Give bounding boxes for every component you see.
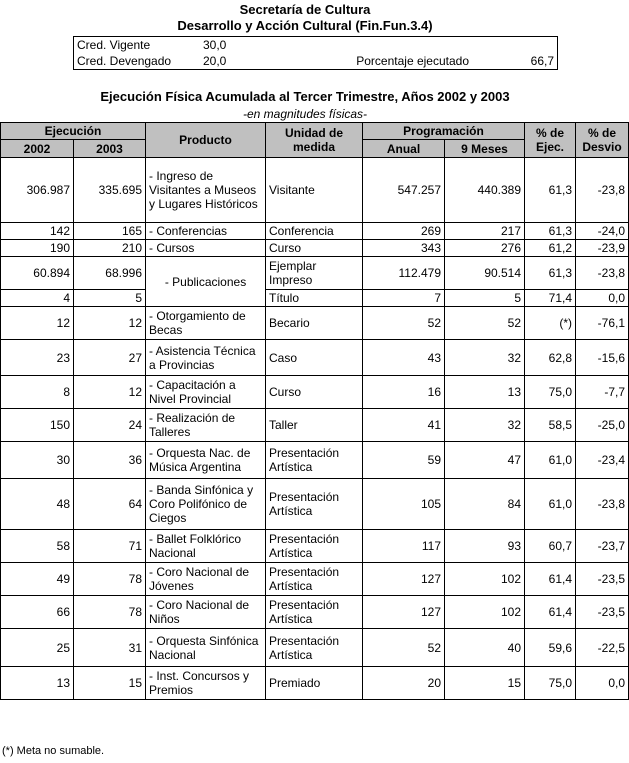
cell-pct-desvio: -24,0 <box>576 223 629 240</box>
cell-producto: - Cursos <box>146 240 266 257</box>
cell-anual: 41 <box>363 409 445 442</box>
cell-2003: 64 <box>74 479 146 530</box>
cell-unidad: Presentación Artística <box>266 442 363 479</box>
cell-unidad: Presentación Artística <box>266 479 363 530</box>
cell-9-meses: 102 <box>445 596 525 629</box>
cell-pct-ejec: 61,3 <box>525 223 576 240</box>
cred-devengado-label: Cred. Devengado <box>77 54 172 68</box>
cell-unidad: Becario <box>266 307 363 340</box>
cell-9-meses: 102 <box>445 563 525 596</box>
cell-producto: - Capacitación a Nivel Provincial <box>146 376 266 409</box>
cell-anual: 112.479 <box>363 257 445 290</box>
cell-2002: 13 <box>1 667 74 700</box>
cell-anual: 16 <box>363 376 445 409</box>
cell-9-meses: 40 <box>445 629 525 667</box>
cell-2002: 49 <box>1 563 74 596</box>
execution-table <box>0 122 629 700</box>
table-row <box>1 409 629 442</box>
cell-pct-ejec: 61,0 <box>525 442 576 479</box>
cell-unidad: Caso <box>266 340 363 376</box>
cell-anual: 547.257 <box>363 158 445 223</box>
cell-2003: 12 <box>74 376 146 409</box>
cell-pct-desvio: -7,7 <box>576 376 629 409</box>
cell-2003: 78 <box>74 596 146 629</box>
cell-pct-ejec: 58,5 <box>525 409 576 442</box>
cell-producto: - Ballet Folklórico Nacional <box>146 530 266 563</box>
cell-unidad: Presentación Artística <box>266 596 363 629</box>
porcentaje-value: 66,7 <box>530 54 554 68</box>
cell-pct-desvio: -23,8 <box>576 158 629 223</box>
cell-9-meses: 32 <box>445 409 525 442</box>
cell-9-meses: 5 <box>445 290 525 307</box>
cell-pct-desvio: -23,8 <box>576 479 629 530</box>
cell-pct-ejec: 61,2 <box>525 240 576 257</box>
cell-unidad: Ejemplar Impreso <box>266 257 363 290</box>
cell-2003: 335.695 <box>74 158 146 223</box>
cell-anual: 343 <box>363 240 445 257</box>
table-row <box>1 290 629 307</box>
cell-unidad: Curso <box>266 376 363 409</box>
cell-2003: 68.996 <box>74 257 146 290</box>
cell-producto: - Inst. Concursos y Premios <box>146 667 266 700</box>
cell-anual: 20 <box>363 667 445 700</box>
cell-pct-ejec: 75,0 <box>525 667 576 700</box>
table-title: Ejecución Física Acumulada al Tercer Trimestre, Años 2002 y 2003 <box>100 89 510 104</box>
table-row <box>1 442 629 479</box>
cell-pct-desvio: -76,1 <box>576 307 629 340</box>
cell-unidad: Taller <box>266 409 363 442</box>
table-row <box>1 307 629 340</box>
header-pct-desvio: % de Desvio <box>576 123 629 158</box>
cell-2002: 12 <box>1 307 74 340</box>
cell-2002: 30 <box>1 442 74 479</box>
heading-programa: Desarrollo y Acción Cultural (Fin.Fun.3.4) <box>177 18 433 33</box>
table-row <box>1 376 629 409</box>
cell-unidad: Presentación Artística <box>266 563 363 596</box>
table-subtitle: -en magnitudes físicas- <box>242 107 368 121</box>
credit-summary-table <box>73 36 558 70</box>
cell-pct-desvio: -23,9 <box>576 240 629 257</box>
cell-anual: 127 <box>363 563 445 596</box>
heading-secretaria: Secretaría de Cultura <box>239 2 371 17</box>
cell-2003: 24 <box>74 409 146 442</box>
cell-pct-desvio: -23,5 <box>576 596 629 629</box>
cell-2002: 8 <box>1 376 74 409</box>
cell-9-meses: 93 <box>445 530 525 563</box>
header-unidad: Unidad de medida <box>266 123 363 158</box>
cell-2002: 66 <box>1 596 74 629</box>
cell-pct-desvio: 0,0 <box>576 290 629 307</box>
cell-producto: - Coro Nacional de Niños <box>146 596 266 629</box>
cell-pct-ejec: 61,3 <box>525 158 576 223</box>
cell-unidad: Título <box>266 290 363 307</box>
cell-pct-ejec: 75,0 <box>525 376 576 409</box>
table-row <box>1 223 629 240</box>
cell-2003: 15 <box>74 667 146 700</box>
cred-vigente-value: 30,0 <box>203 38 227 52</box>
cell-2003: 12 <box>74 307 146 340</box>
cell-pct-ejec: 62,8 <box>525 340 576 376</box>
header-ejecucion: Ejecución <box>1 123 146 140</box>
cell-9-meses: 84 <box>445 479 525 530</box>
cell-2002: 190 <box>1 240 74 257</box>
table-row <box>1 667 629 700</box>
cell-2003: 27 <box>74 340 146 376</box>
table-row <box>1 563 629 596</box>
header-pct-ejec: % de Ejec. <box>525 123 576 158</box>
cell-producto: - Publicaciones <box>146 257 266 307</box>
cell-9-meses: 32 <box>445 340 525 376</box>
porcentaje-label: Porcentaje ejecutado <box>356 54 469 68</box>
cell-producto: - Ingreso de Visitantes a Museos y Lugares Históricos <box>146 158 266 223</box>
cell-producto: - Orquesta Sinfónica Nacional <box>146 629 266 667</box>
table-row <box>1 479 629 530</box>
cell-2003: 71 <box>74 530 146 563</box>
cell-pct-ejec: 61,0 <box>525 479 576 530</box>
cell-anual: 105 <box>363 479 445 530</box>
cell-2003: 78 <box>74 563 146 596</box>
cell-pct-desvio: 0,0 <box>576 667 629 700</box>
cell-unidad: Presentación Artística <box>266 629 363 667</box>
cell-unidad: Presentación Artística <box>266 530 363 563</box>
cell-2002: 48 <box>1 479 74 530</box>
cell-9-meses: 440.389 <box>445 158 525 223</box>
cell-unidad: Premiado <box>266 667 363 700</box>
cell-pct-desvio: -15,6 <box>576 340 629 376</box>
cell-pct-desvio: -23,8 <box>576 257 629 290</box>
cell-2002: 4 <box>1 290 74 307</box>
cell-2003: 210 <box>74 240 146 257</box>
cell-anual: 127 <box>363 596 445 629</box>
cell-unidad: Curso <box>266 240 363 257</box>
cell-2003: 5 <box>74 290 146 307</box>
cell-pct-ejec: 59,6 <box>525 629 576 667</box>
cell-producto: - Coro Nacional de Jóvenes <box>146 563 266 596</box>
cell-producto: - Conferencias <box>146 223 266 240</box>
cell-2002: 142 <box>1 223 74 240</box>
header-2003: 2003 <box>74 140 146 158</box>
cell-anual: 117 <box>363 530 445 563</box>
table-row <box>1 340 629 376</box>
footnote: (*) Meta no sumable. <box>2 745 105 757</box>
cell-2003: 31 <box>74 629 146 667</box>
cell-9-meses: 90.514 <box>445 257 525 290</box>
cell-2002: 25 <box>1 629 74 667</box>
cell-pct-ejec: (*) <box>525 307 576 340</box>
cell-producto: - Orquesta Nac. de Música Argentina <box>146 442 266 479</box>
cell-unidad: Visitante <box>266 158 363 223</box>
table-row <box>1 240 629 257</box>
cell-9-meses: 13 <box>445 376 525 409</box>
cell-pct-ejec: 71,4 <box>525 290 576 307</box>
cell-pct-desvio: -23,7 <box>576 530 629 563</box>
cell-anual: 52 <box>363 629 445 667</box>
cell-producto: - Realización de Talleres <box>146 409 266 442</box>
cell-2003: 36 <box>74 442 146 479</box>
cell-9-meses: 276 <box>445 240 525 257</box>
header-anual: Anual <box>363 140 445 158</box>
cred-vigente-label: Cred. Vigente <box>77 38 151 52</box>
cell-pct-desvio: -25,0 <box>576 409 629 442</box>
cell-2002: 60.894 <box>1 257 74 290</box>
cell-producto: - Otorgamiento de Becas <box>146 307 266 340</box>
table-row <box>1 629 629 667</box>
cell-pct-desvio: -22,5 <box>576 629 629 667</box>
table-row <box>1 158 629 223</box>
cell-pct-desvio: -23,4 <box>576 442 629 479</box>
cell-pct-ejec: 61,4 <box>525 596 576 629</box>
cell-2002: 150 <box>1 409 74 442</box>
cell-producto: - Banda Sinfónica y Coro Polifónico de Ciegos <box>146 479 266 530</box>
cell-2002: 306.987 <box>1 158 74 223</box>
cell-anual: 269 <box>363 223 445 240</box>
cell-9-meses: 217 <box>445 223 525 240</box>
cell-9-meses: 15 <box>445 667 525 700</box>
cell-pct-desvio: -23,5 <box>576 563 629 596</box>
header-producto: Producto <box>146 123 266 158</box>
header-programacion: Programación <box>363 123 525 140</box>
cell-anual: 7 <box>363 290 445 307</box>
header-9-meses: 9 Meses <box>445 140 525 158</box>
cell-pct-ejec: 60,7 <box>525 530 576 563</box>
cell-2003: 165 <box>74 223 146 240</box>
cell-pct-ejec: 61,4 <box>525 563 576 596</box>
cell-unidad: Conferencia <box>266 223 363 240</box>
table-row <box>1 257 629 290</box>
cred-devengado-value: 20,0 <box>203 54 227 68</box>
cell-2002: 23 <box>1 340 74 376</box>
cell-2002: 58 <box>1 530 74 563</box>
table-row <box>1 530 629 563</box>
cell-anual: 43 <box>363 340 445 376</box>
cell-anual: 59 <box>363 442 445 479</box>
header-2002: 2002 <box>1 140 74 158</box>
cell-anual: 52 <box>363 307 445 340</box>
cell-9-meses: 47 <box>445 442 525 479</box>
cell-pct-ejec: 61,3 <box>525 257 576 290</box>
table-row <box>1 596 629 629</box>
cell-9-meses: 52 <box>445 307 525 340</box>
cell-producto: - Asistencia Técnica a Provincias <box>146 340 266 376</box>
